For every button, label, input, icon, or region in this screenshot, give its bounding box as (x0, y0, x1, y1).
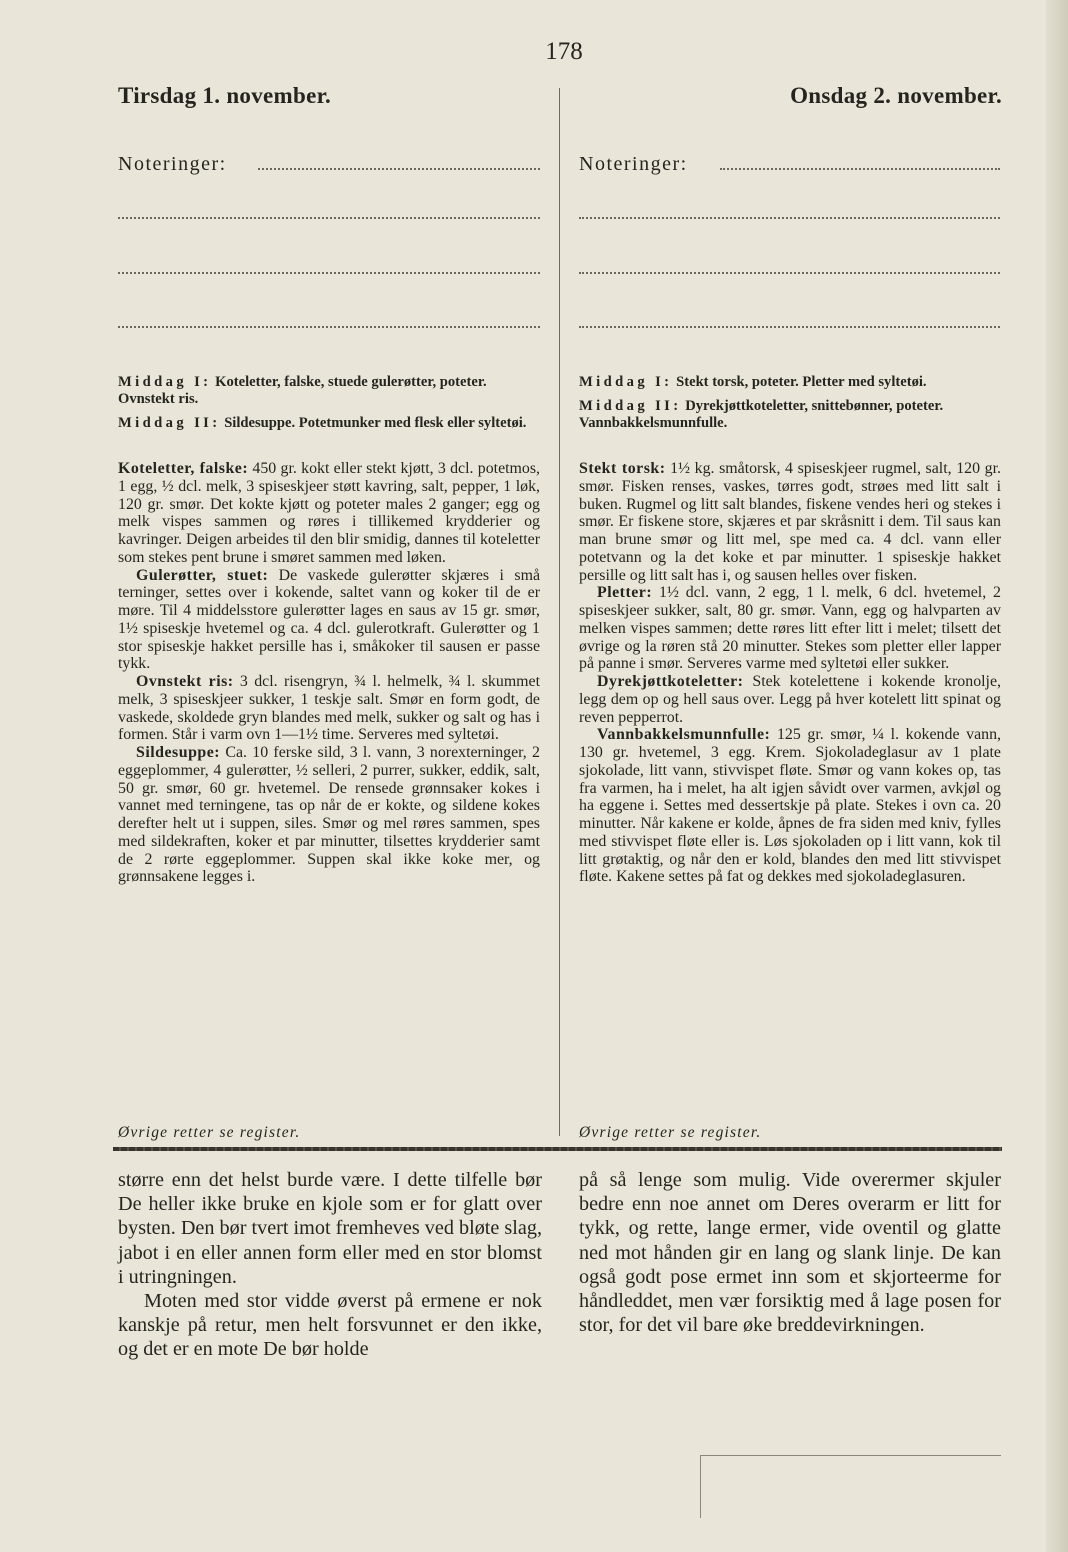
left-day-heading: Tirsdag 1. november. (118, 83, 332, 108)
recipe (118, 567, 540, 674)
right-notes-line-4 (579, 326, 1000, 328)
right-menu-2 (579, 398, 1001, 432)
left-notes-line-1 (258, 168, 540, 170)
recipe-text: De vaskede gulerøtter skjæres i små terninger, settes over i kokende, saltet vann og koker til de er møre. Til 4 middelsstore gulerøtter lages en saus av 15 gr. smør, 1½ spiseskje hvetemel og ca. 4 dcl. gulerotkraft. Gulerøtter og 1 stor spiseskje hakket persille has i, småkoker til sausen er passe tykk. (118, 566, 540, 673)
recipe-text: 3 dcl. risengryn, ¾ l. helmelk, ¾ l. skummet melk, 3 spiseskjeer sukker, 1 teskje salt. Smør en form godt, de vaskede, skoldede gryn blandes med melk, sukker og salt og has i formen. Står i varm ovn 1—1½ time. Serveres med syltetøi. (118, 673, 541, 744)
right-notes-label (579, 153, 1001, 176)
paragraph: på så lenge som mulig. Vide overermer skjuler bedre enn noe annet om Deres overarm er litt for tykk, og rette, lange ermer, vide oventil og glatte ned mot hånden gir en lang og slank linje. De kan også godt pose ermet inn som et skjorteerme for håndleddet, men vær forsiktig med å lage posen for stor, for det vil bare øke breddevirkningen. (579, 1169, 1001, 1337)
right-recipes (579, 460, 1001, 886)
left-ovrige-note: Øvrige retter se register. (118, 1124, 301, 1141)
recipe-title: Dyrekjøttkoteletter: (597, 673, 744, 690)
left-notes-label-text: Noteringer: (118, 153, 227, 175)
left-notes-line-4 (118, 326, 540, 328)
right-notes-line-1 (720, 168, 1000, 170)
right-notes-line-3 (579, 272, 1000, 274)
recipe-title: Stekt torsk: (579, 460, 666, 477)
recipe-text: 1½ dcl. vann, 2 egg, 1 l. melk, 6 dcl. hvetemel, 2 spiseskjeer sukker, salt, 80 gr. smør. Vann, egg og halvparten av melken vispes sammen; dette røres litt efter litt i melet; tilsett det øvrige og la røren stå 20 minutter. Stekes som pletter eller lapper på panne i smør. Serveres varme med syltetøi eller sukker. (579, 584, 1001, 673)
paragraph: større enn det helst burde være. I dette tilfelle bør De heller ikke bruke en kjole som er for glatt over bysten. Den bør tvert imot fremheves ved bløte slag, jabot i en eller annen form eller med en stor blomst i utringningen. (118, 1169, 542, 1288)
recipe (118, 673, 540, 744)
column-divider (559, 88, 560, 1136)
left-menu (118, 374, 540, 439)
left-menu-1-text: Koteletter, falske, stuede gulerøtter, poteter. Ovnstekt ris. (118, 374, 487, 407)
right-day-heading: Onsdag 2. november. (790, 83, 1002, 108)
left-menu-2 (118, 415, 540, 432)
right-notes-line-2 (579, 217, 1000, 219)
recipe-text: 1½ kg. småtorsk, 4 spiseskjeer rugmel, salt, 120 gr. smør. Fisken renses, vaskes, tørres godt, strøes med litt salt i buken. Rugmel og litt salt blandes, fiskene vendes heri og stekes i smør. Er fiskene store, skjæres et par skråsnitt i dem. Til saus kan man brune smør og litt mel, spe med ca. 4 dcl. vann eller potetvann og la det koke et par minutter. 1 spiseskje hakket persille og litt salt has i, og sausen helles over fisken. (579, 460, 1001, 584)
right-notes-label-text: Noteringer: (579, 153, 688, 175)
left-recipes (118, 460, 540, 886)
recipe-title: Koteletter, falske: (118, 460, 249, 477)
left-menu-2-label: Middag II: (118, 415, 221, 431)
right-body-text (579, 1168, 1001, 1337)
recipe-text: 125 gr. smør, ¼ l. kokende vann, 130 gr. hvetemel, 3 egg. Krem. Sjokoladeglasur av 1 plate sjokolade, litt vann, stivvispet fløte. Smør og vann kokes op, tas fra varmen, ha i melet, ha alt igjen såvidt over varmen, avkjøl og ha eggene i. Settes med dessertskje på plate. Stekes i ovn ca. 20 minutter. Når kakene er kolde, åpnes de fra siden med kniv, fylles med stivvispet fløte eller is. Løs sjokoladen op i litt vann, kok til litt grøtaktig, og når den er kold, blandes den med litt stivvispet fløte. Kakene settes på fat og dekkes med sjokoladeglasuren. (579, 726, 1001, 886)
recipe-title: Sildesuppe: (136, 744, 221, 761)
page-number: 178 (545, 38, 583, 65)
paragraph: Moten med stor vidde øverst på ermene er nok kanskje på retur, men helt forsvunnet er den ikke, og det er en mote De bør holde (118, 1290, 542, 1361)
left-menu-1-label: Middag I: (118, 374, 212, 390)
right-menu-1 (579, 374, 1001, 391)
left-menu-2-text: Sildesuppe. Potetmunker med flesk eller syltetøi. (224, 415, 527, 431)
left-notes-label (118, 153, 540, 176)
right-menu-1-text: Stekt torsk, poteter. Pletter med syltetøi. (676, 374, 927, 390)
frame-corner (700, 1455, 1001, 1518)
left-body-text (118, 1168, 542, 1362)
right-menu-2-label: Middag II: (579, 398, 682, 414)
right-menu (579, 374, 1001, 439)
left-notes-line-2 (118, 217, 540, 219)
right-menu-1-label: Middag I: (579, 374, 673, 390)
recipe-title: Vannbakkelsmunnfulle: (597, 726, 771, 744)
recipe-title: Ovnstekt ris: (136, 673, 234, 690)
left-menu-1 (118, 374, 540, 408)
page-edge (1046, 0, 1068, 1552)
recipe-title: Gulerøtter, stuet: (136, 566, 269, 584)
recipe (579, 726, 1001, 886)
recipe-text: 450 gr. kokt eller stekt kjøtt, 3 dcl. potetmos, 1 egg, ½ dcl. melk, 3 spiseskjeer støtt kavring, salt, pepper, 1 løk, 120 gr. smør. Det kokte kjøtt og poteter males 2 ganger; egg og melk vispes sammen og røres i tillikemed krydderier og kavringer. Deigen arbeides til den blir smidig, dannes til koteletter som stekes pent brune i smøret sammen med løken. (118, 460, 540, 566)
left-notes-line-3 (118, 272, 540, 274)
recipe (118, 460, 540, 567)
right-menu-2-text: Dyrekjøttkoteletter, snittebønner, poteter. Vannbakkelsmunnfulle. (579, 398, 944, 431)
recipe-title: Pletter: (597, 584, 653, 602)
recipe (579, 460, 1001, 584)
right-ovrige-note: Øvrige retter se register. (579, 1124, 762, 1141)
recipe (579, 584, 1001, 673)
recipe-text: Stek kotelettene i kokende kronolje, legg dem op og hell saus over. Legg på hver kotelett litt spinat og reven pepperrot. (579, 673, 1001, 726)
recipe (118, 744, 540, 886)
recipe (579, 673, 1001, 726)
recipe-text: Ca. 10 ferske sild, 3 l. vann, 3 norexterninger, 2 eggeplommer, 4 gulerøtter, ½ selleri, 2 purrer, sukker, eddik, salt, 50 gr. smør, 60 gr. hvetemel. De rensede grønnsaker kokes i vannet med terningene, tas op når de er kokte, og sildene kokes derefter helt ut i suppen, siles. Smør og mel røres sammen, spes med sildekraften, koker et par minutter, tilsettes krydderier samt de 2 rørte eggeplommer. Suppen skal ikke koke mer, og grønnsakene legges i. (118, 744, 540, 886)
section-rule (113, 1147, 1002, 1151)
